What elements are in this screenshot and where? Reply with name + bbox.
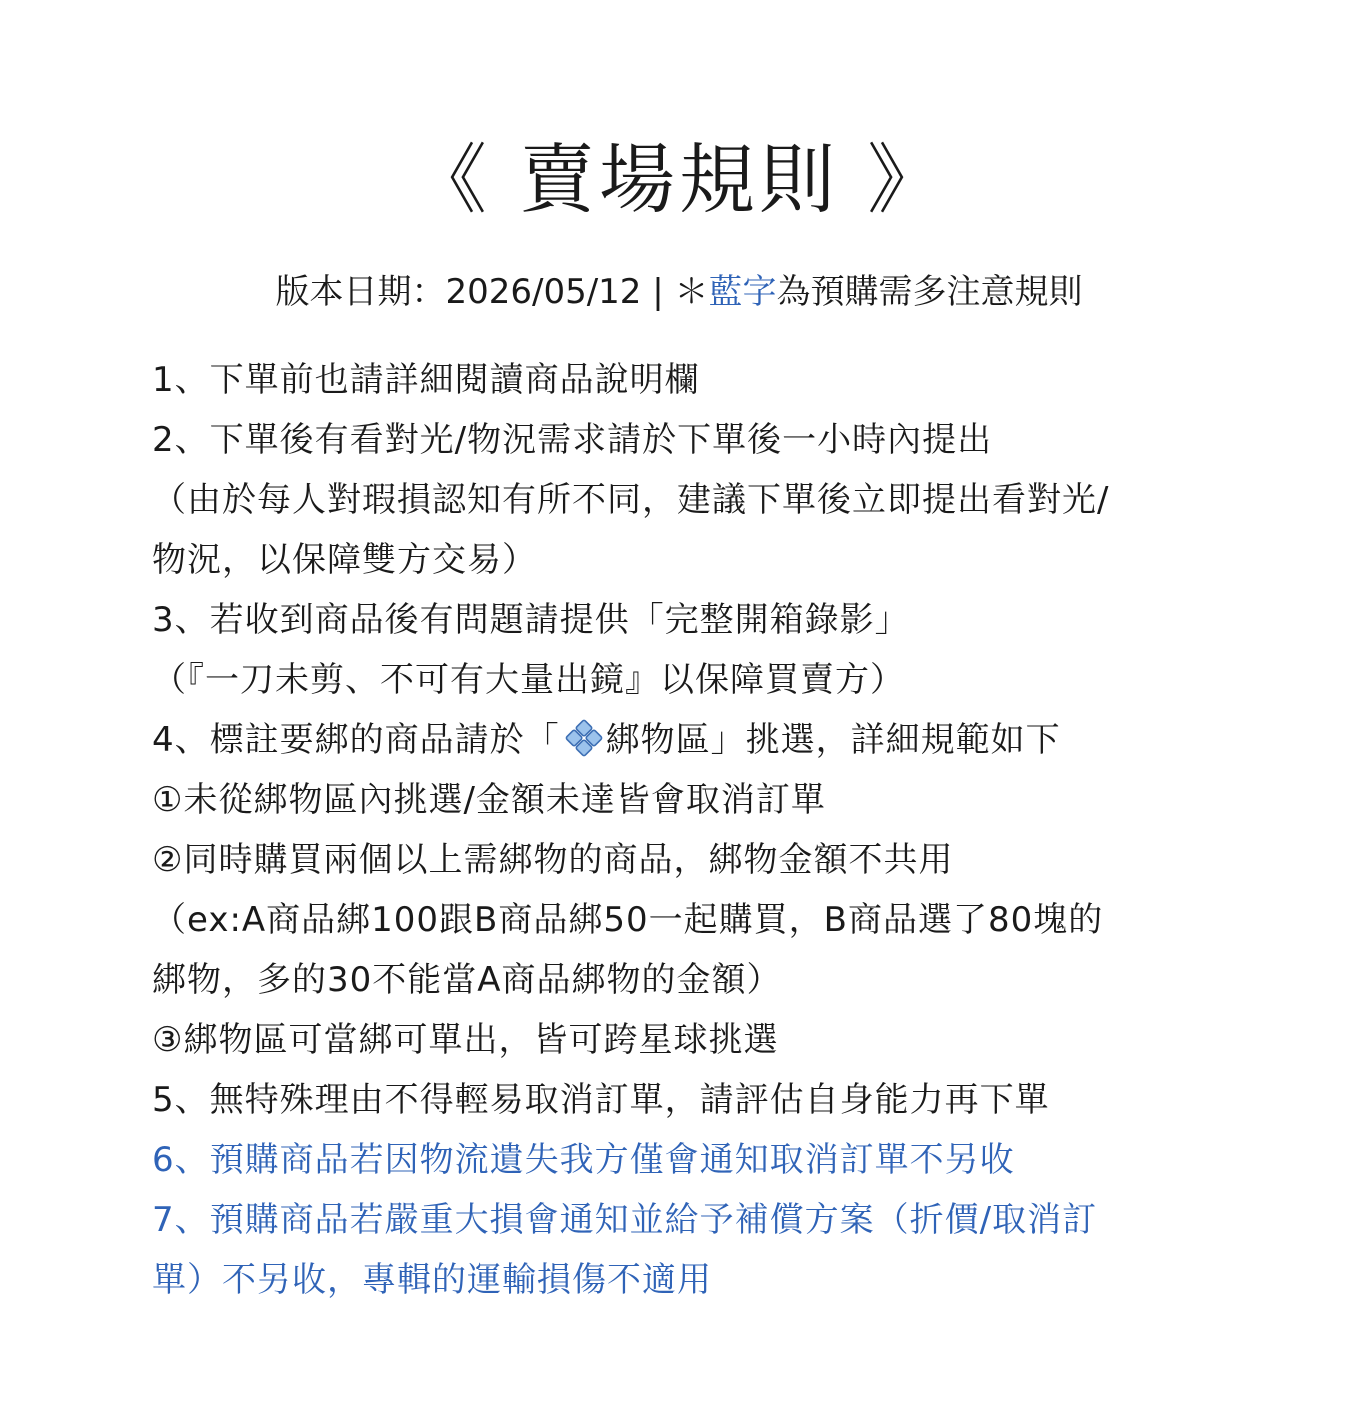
- rule-line-15: 7、預購商品若嚴重大損會通知並給予補償方案（折價/取消訂: [152, 1200, 1098, 1240]
- rule-line-3: （由於每人對瑕損認知有所不同，建議下單後立即提出看對光/: [152, 480, 1110, 520]
- rule-line-8: ①未從綁物區內挑選/金額未達皆會取消訂單: [152, 780, 826, 820]
- version-label: 版本日期：: [275, 272, 446, 312]
- rule-line-14: 6、預購商品若因物流遺失我方僅會通知取消訂單不另收: [152, 1140, 1015, 1180]
- rule-line-7-before: 4、標註要綁的商品請於「: [152, 720, 560, 760]
- rule-line-2: 2、下單後有看對光/物況需求請於下單後一小時內提出: [152, 420, 993, 460]
- blue-word: 藍字: [708, 272, 777, 312]
- rule-line-13: 5、無特殊理由不得輕易取消訂單，請評估自身能力再下單: [152, 1080, 1050, 1120]
- rule-line-7: [152, 710, 1262, 770]
- version-line: [0, 268, 1358, 316]
- note-text: 為預購需多注意規則: [776, 272, 1083, 312]
- rules-list: [152, 350, 1262, 1310]
- version-separator: |: [641, 272, 675, 312]
- rule-line-4: 物況，以保障雙方交易）: [152, 540, 537, 580]
- page-title: 《 賣場規則 》: [410, 135, 948, 224]
- rule-line-5: 3、若收到商品後有問題請提供「完整開箱錄影」: [152, 600, 910, 640]
- rule-line-11: 綁物，多的30不能當A商品綁物的金額）: [152, 960, 782, 1000]
- rule-line-16: 單）不另收，專輯的運輸損傷不適用: [152, 1260, 712, 1300]
- rule-line-1: 1、下單前也請詳細閱讀商品說明欄: [152, 360, 700, 400]
- rule-line-6: （『一刀未剪、不可有大量出鏡』以保障買賣方）: [152, 660, 905, 700]
- rule-line-10: （ex:A商品綁100跟B商品綁50一起購買，B商品選了80塊的: [152, 900, 1104, 940]
- rule-line-12: ③綁物區可當綁可單出，皆可跨星球挑選: [152, 1020, 779, 1060]
- note-asterisk: ＊: [674, 272, 709, 312]
- rule-line-7-after: 綁物區」挑選，詳細規範如下: [605, 720, 1061, 760]
- diamond-grid-icon: [564, 718, 604, 758]
- rule-line-9: ②同時購買兩個以上需綁物的商品，綁物金額不共用: [152, 840, 954, 880]
- version-date: 2026/05/12: [445, 272, 642, 312]
